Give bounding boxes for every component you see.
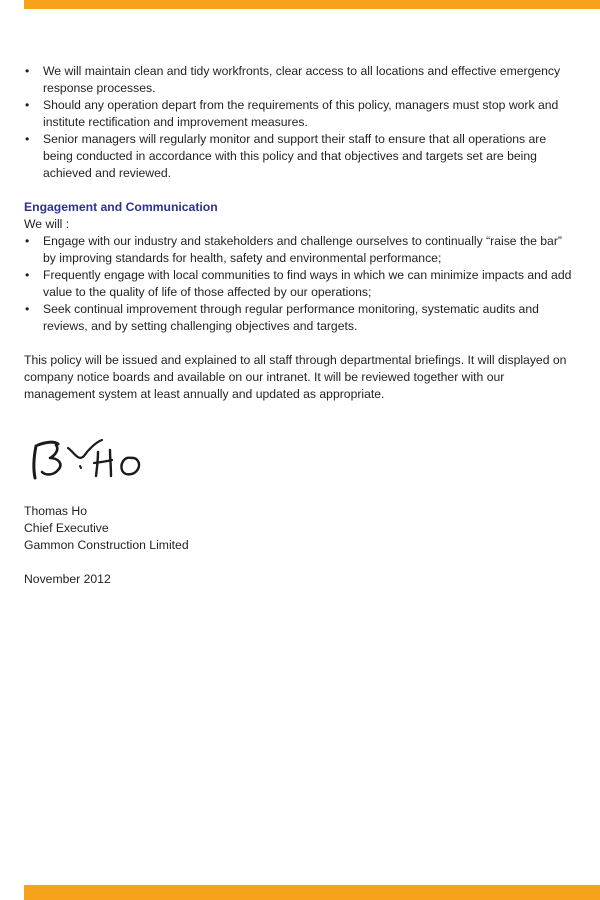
engagement-bullet-list (24, 233, 572, 335)
bullet-text: We will maintain clean and tidy workfronts, clear access to all locations and effective emergency response processes. (43, 64, 561, 95)
bullet-icon: • (25, 132, 30, 146)
bullet-icon: • (25, 268, 30, 282)
bullet-icon: • (25, 302, 30, 316)
signatory-block (24, 503, 572, 554)
top-accent-band (24, 0, 600, 9)
bullet-text: Should any operation depart from the requirements of this policy, managers must stop work and institute rectification and improvement measures. (43, 98, 559, 129)
signatory-company: Gammon Construction Limited (24, 538, 189, 552)
list-item (24, 267, 572, 301)
bullet-icon: • (25, 98, 30, 112)
signatory-position: Chief Executive (24, 521, 109, 535)
bullet-text: Engage with our industry and stakeholders and challenge ourselves to continually “raise the bar” by improving standards for health, safety and environmental performance; (43, 234, 562, 265)
engagement-heading: Engagement and Communication (24, 200, 218, 214)
signatory-name: Thomas Ho (24, 504, 87, 518)
signature-image (28, 436, 146, 482)
bullet-text: Seek continual improvement through regular performance monitoring, systematic audits and reviews, and by setting challenging objectives and targets. (43, 302, 539, 333)
list-item (24, 97, 572, 131)
bullet-icon: • (25, 64, 30, 78)
bullet-text: Frequently engage with local communities to find ways in which we can minimize impacts and add value to the quality of life of those affected by our operations; (43, 268, 572, 299)
engagement-lead: We will : (24, 217, 70, 231)
closing-paragraph: This policy will be issued and explained to all staff through departmental briefings. It will displayed on company notice boards and available on our intranet. It will be reviewed together with our management system at least annually and updated as appropriate. (24, 353, 567, 401)
bullet-icon: • (25, 234, 30, 248)
list-item (24, 301, 572, 335)
list-item (24, 233, 572, 267)
list-item (24, 63, 572, 97)
policy-date: November 2012 (24, 572, 111, 586)
bullet-text: Senior managers will regularly monitor and support their staff to ensure that all operations are being conducted in accordance with this policy and that objectives and targets set are being achieved and reviewed. (43, 132, 547, 180)
bottom-accent-band (24, 885, 600, 900)
policy-content (24, 63, 572, 588)
list-item (24, 131, 572, 182)
intro-bullet-list (24, 63, 572, 182)
